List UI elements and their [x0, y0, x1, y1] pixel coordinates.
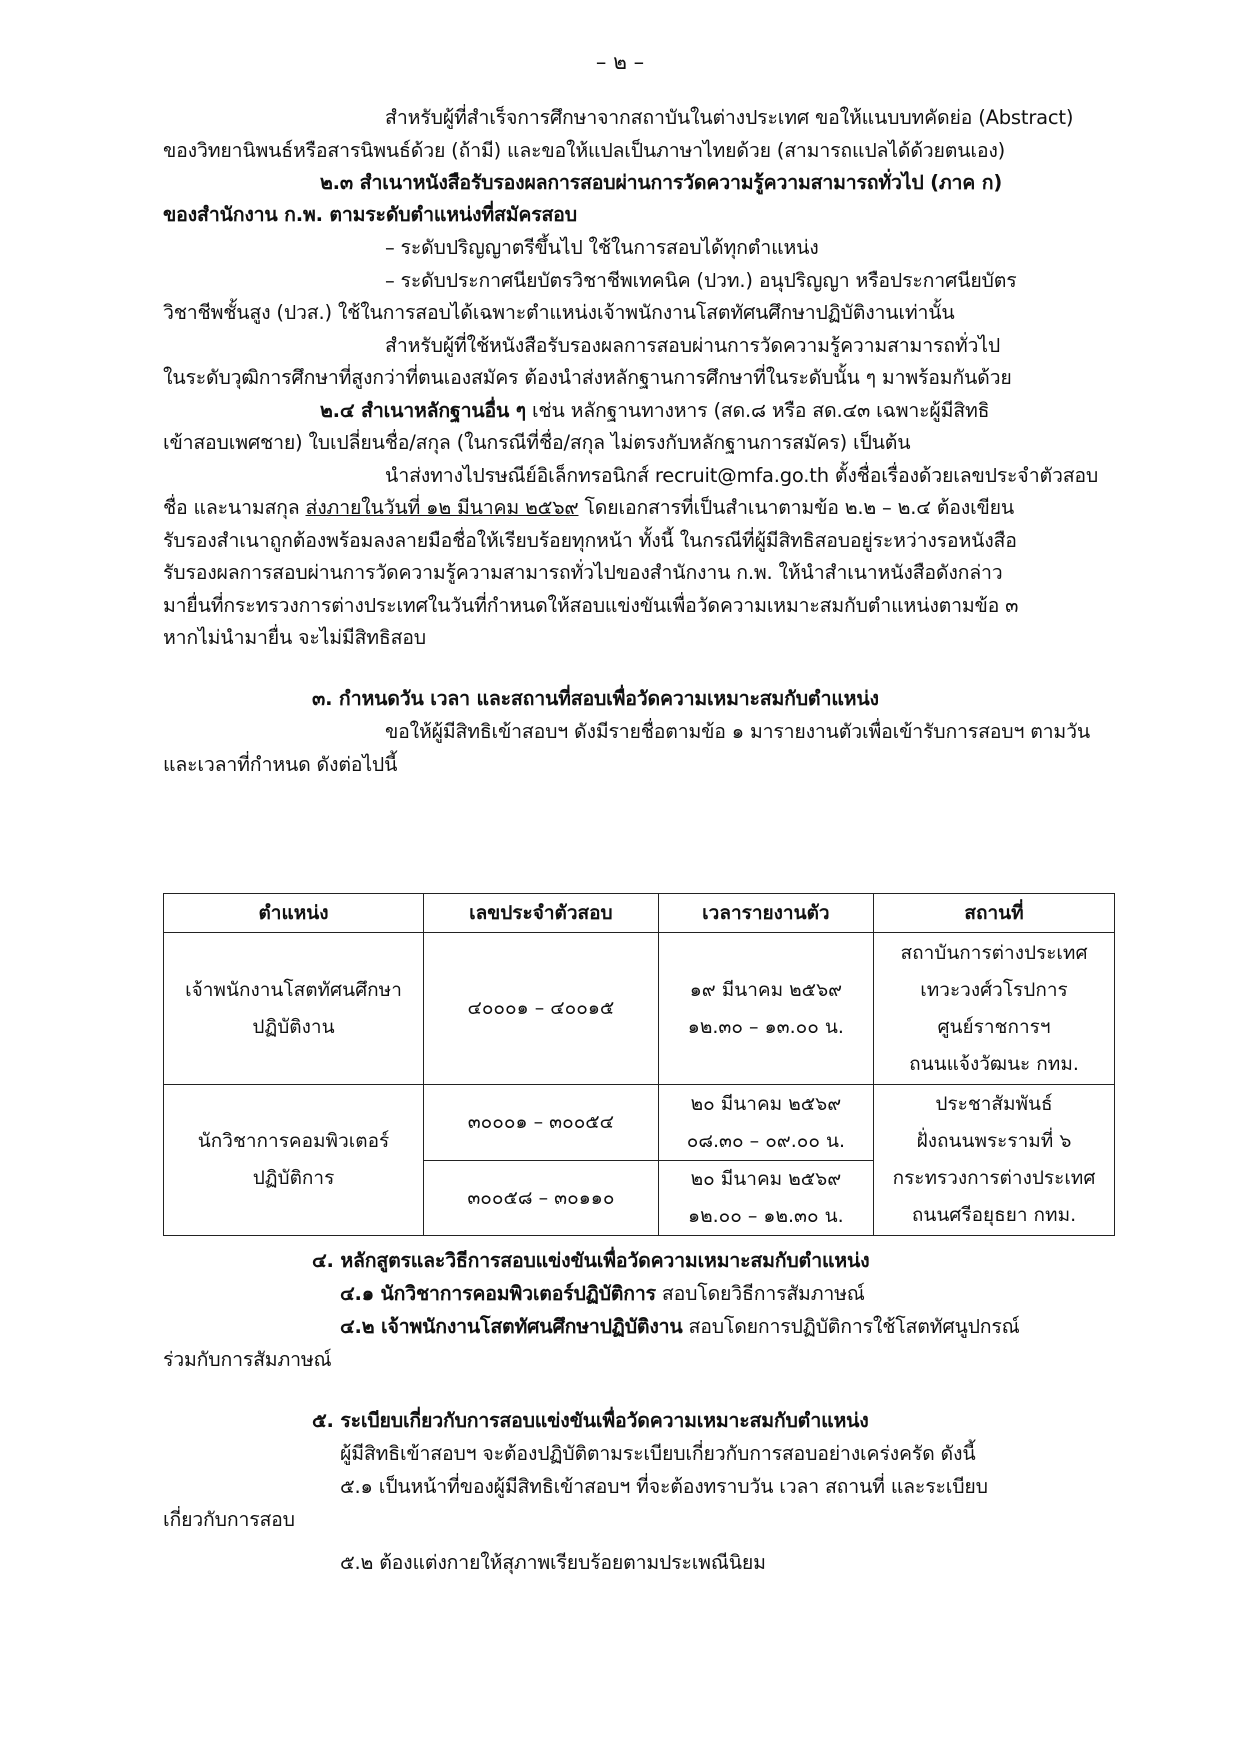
report-time-cell	[658, 933, 873, 1085]
item-4-2-cont: ร่วมกับการสัมภาษณ์	[163, 1348, 332, 1371]
item-4-2	[340, 1312, 1020, 1342]
venue-cell	[874, 1085, 1115, 1236]
section-4-heading: ๔. หลักสูตรและวิธีการสอบแข่งขันเพื่อวัดความเหมาะสมกับตำแหน่ง	[312, 1249, 870, 1272]
submission-deadline: ส่งภายในวันที่ ๑๒ มีนาคม ๒๕๖๙	[305, 496, 579, 519]
item-4-1-title: ๔.๑ นักวิชาการคอมพิวเตอร์ปฏิบัติการ	[340, 1282, 656, 1305]
report-time: ๑๒.๐๐ – ๑๒.๓๐ น.	[688, 1205, 844, 1227]
submission-line3: รับรองสำเนาถูกต้องพร้อมลงลายมือชื่อให้เรียบร้อยทุกหน้า ทั้งนี้ ในกรณีที่ผู้มีสิทธิสอบอยู่ระหว่างรอหนังสือ	[163, 529, 1017, 552]
col-header-venue: สถานที่	[874, 894, 1115, 933]
position-line2: ปฏิบัติการ	[252, 1167, 335, 1189]
section-3-intro: ขอให้ผู้มีสิทธิเข้าสอบฯ ดังมีรายชื่อตามข้อ ๑ มารายงานตัวเพื่อเข้ารับการสอบฯ ตามวัน	[385, 720, 1090, 743]
venue-line: ประชาสัมพันธ์	[935, 1093, 1053, 1115]
item-5-1-cont: เกี่ยวกับการสอบ	[163, 1508, 295, 1531]
submission-line2	[163, 493, 1014, 523]
item-4-2-text: สอบโดยการปฏิบัติการใช้โสตทัศนูปกรณ์	[682, 1315, 1020, 1338]
venue-line: ถนนศรีอยุธยา กทม.	[911, 1204, 1077, 1226]
report-time-cell	[658, 1161, 873, 1236]
exam-schedule-table	[163, 893, 1115, 1236]
venue-cell	[874, 933, 1115, 1085]
item-4-2-title: ๔.๒ เจ้าพนักงานโสตทัศนศึกษาปฏิบัติงาน	[340, 1315, 683, 1338]
report-date: ๑๙ มีนาคม ๒๕๖๙	[689, 978, 843, 1001]
item-4-1	[340, 1279, 865, 1309]
submission-line6: หากไม่นำมายื่น จะไม่มีสิทธิสอบ	[163, 626, 426, 649]
submission-line2-post: โดยเอกสารที่เป็นสำเนาตามข้อ ๒.๒ – ๒.๔ ต้องเขียน	[578, 496, 1015, 519]
section-5-intro: ผู้มีสิทธิเข้าสอบฯ จะต้องปฏิบัติตามระเบียบเกี่ยวกับการสอบอย่างเคร่งครัด ดังนี้	[340, 1442, 976, 1465]
item-4-1-text: สอบโดยวิธีการสัมภาษณ์	[655, 1282, 865, 1305]
table-row	[164, 1085, 1115, 1161]
submission-line4: รับรองผลการสอบผ่านการวัดความรู้ความสามารถทั่วไปของสำนักงาน ก.พ. ให้นำสำเนาหนังสือดังกล่าว	[163, 561, 1003, 584]
abstract-para-line2: ของวิทยานิพนธ์หรือสารนิพนธ์ด้วย (ถ้ามี) และขอให้แปลเป็นภาษาไทยด้วย (สามารถแปลได้ด้วยตนเอง)	[163, 139, 1006, 162]
report-time: ๐๘.๓๐ – ๐๙.๐๐ น.	[686, 1129, 846, 1152]
item-2-3-heading: ๒.๓ สำเนาหนังสือรับรองผลการสอบผ่านการวัดความรู้ความสามารถทั่วไป (ภาค ก)	[320, 171, 1003, 194]
venue-line: ถนนแจ้งวัฒนะ กทม.	[909, 1052, 1079, 1075]
submission-line1: นำส่งทางไปรษณีย์อิเล็กทรอนิกส์ recruit@mfa.go.th ตั้งชื่อเรื่องด้วยเลขประจำตัวสอบ	[385, 464, 1099, 487]
col-header-report-time: เวลารายงานตัว	[658, 894, 873, 933]
exam-ids-cell: ๔๐๐๐๑ – ๔๐๐๑๕	[424, 933, 659, 1085]
col-header-exam-ids: เลขประจำตัวสอบ	[424, 894, 659, 933]
item-2-3-note-cont: ในระดับวุฒิการศึกษาที่สูงกว่าที่ตนเองสมัคร ต้องนำส่งหลักฐานการศึกษาที่ในระดับนั้น ๆ มาพร้อมกันด้วย	[163, 366, 1012, 389]
item-5-1: ๕.๑ เป็นหน้าที่ของผู้มีสิทธิเข้าสอบฯ ที่จะต้องทราบวัน เวลา สถานที่ และระเบียบ	[340, 1475, 988, 1498]
section-3-heading: ๓. กำหนดวัน เวลา และสถานที่สอบเพื่อวัดความเหมาะสมกับตำแหน่ง	[312, 687, 879, 710]
position-cell	[164, 933, 424, 1085]
exam-ids-cell: ๓๐๐๐๑ – ๓๐๐๕๔	[424, 1085, 659, 1161]
abstract-para-line1: สำหรับผู้ที่สำเร็จการศึกษาจากสถาบันในต่างประเทศ ขอให้แนบบทคัดย่อ (Abstract)	[385, 106, 1074, 129]
venue-line: ฝั่งถนนพระรามที่ ๖	[916, 1130, 1072, 1152]
report-date: ๒๐ มีนาคม ๒๕๖๙	[690, 1168, 842, 1190]
table-header-row	[164, 894, 1115, 933]
section-5-heading: ๕. ระเบียบเกี่ยวกับการสอบแข่งขันเพื่อวัดความเหมาะสมกับตำแหน่ง	[312, 1409, 869, 1432]
item-2-4-text: เช่น หลักฐานทางหาร (สด.๘ หรือ สด.๔๓ เฉพาะผู้มีสิทธิ	[525, 399, 990, 422]
item-2-4-line2: เข้าสอบเพศชาย) ใบเปลี่ยนชื่อ/สกุล (ในกรณีที่ชื่อ/สกุล ไม่ตรงกับหลักฐานการสมัคร) เป็นต้น	[163, 431, 911, 454]
exam-ids-cell: ๓๐๐๕๘ – ๓๐๑๑๐	[424, 1161, 659, 1236]
position-line2: ปฏิบัติงาน	[252, 1015, 335, 1038]
item-5-2: ๕.๒ ต้องแต่งกายให้สุภาพเรียบร้อยตามประเพณีนิยม	[340, 1551, 766, 1574]
col-header-position: ตำแหน่ง	[164, 894, 424, 933]
item-2-3-bullet2-cont: วิชาชีพชั้นสูง (ปวส.) ใช้ในการสอบได้เฉพาะตำแหน่งเจ้าพนักงานโสตทัศนศึกษาปฏิบัติงานเท่านั้น	[163, 301, 955, 324]
report-time: ๑๒.๓๐ – ๑๓.๐๐ น.	[687, 1015, 844, 1038]
submission-line2-pre: ชื่อ และนามสกุล	[163, 496, 306, 519]
item-2-3-bullet2: – ระดับประกาศนียบัตรวิชาชีพเทคนิค (ปวท.) อนุปริญญา หรือประกาศนียบัตร	[385, 269, 1017, 292]
section-3-intro-cont: และเวลาที่กำหนด ดังต่อไปนี้	[163, 753, 398, 776]
report-date: ๒๐ มีนาคม ๒๕๖๙	[690, 1092, 842, 1115]
report-time-cell	[658, 1085, 873, 1161]
position-line1: นักวิชาการคอมพิวเตอร์	[197, 1130, 390, 1152]
item-2-3-heading-cont: ของสำนักงาน ก.พ. ตามระดับตำแหน่งที่สมัครสอบ	[163, 203, 577, 226]
venue-line: ศูนย์ราชการฯ	[937, 1015, 1051, 1038]
position-line1: เจ้าพนักงานโสตทัศนศึกษา	[185, 978, 402, 1001]
item-2-3-note: สำหรับผู้ที่ใช้หนังสือรับรองผลการสอบผ่านการวัดความรู้ความสามารถทั่วไป	[385, 334, 1001, 357]
item-2-4-line1	[320, 396, 989, 426]
item-2-3-bullet1: – ระดับปริญญาตรีขึ้นไป ใช้ในการสอบได้ทุกตำแหน่ง	[385, 236, 819, 259]
venue-line: เทวะวงศ์วโรปการ	[920, 978, 1068, 1001]
page-number: – ๒ –	[595, 50, 645, 74]
item-2-4-heading: ๒.๔ สำเนาหลักฐานอื่น ๆ	[320, 399, 526, 422]
position-cell	[164, 1085, 424, 1236]
venue-line: สถาบันการต่างประเทศ	[900, 941, 1088, 964]
table-row	[164, 933, 1115, 1085]
submission-line5: มายื่นที่กระทรวงการต่างประเทศในวันที่กำหนดให้สอบแข่งขันเพื่อวัดความเหมาะสมกับตำแหน่งตามข้อ ๓	[163, 594, 1019, 617]
venue-line: กระทรวงการต่างประเทศ	[892, 1167, 1096, 1189]
